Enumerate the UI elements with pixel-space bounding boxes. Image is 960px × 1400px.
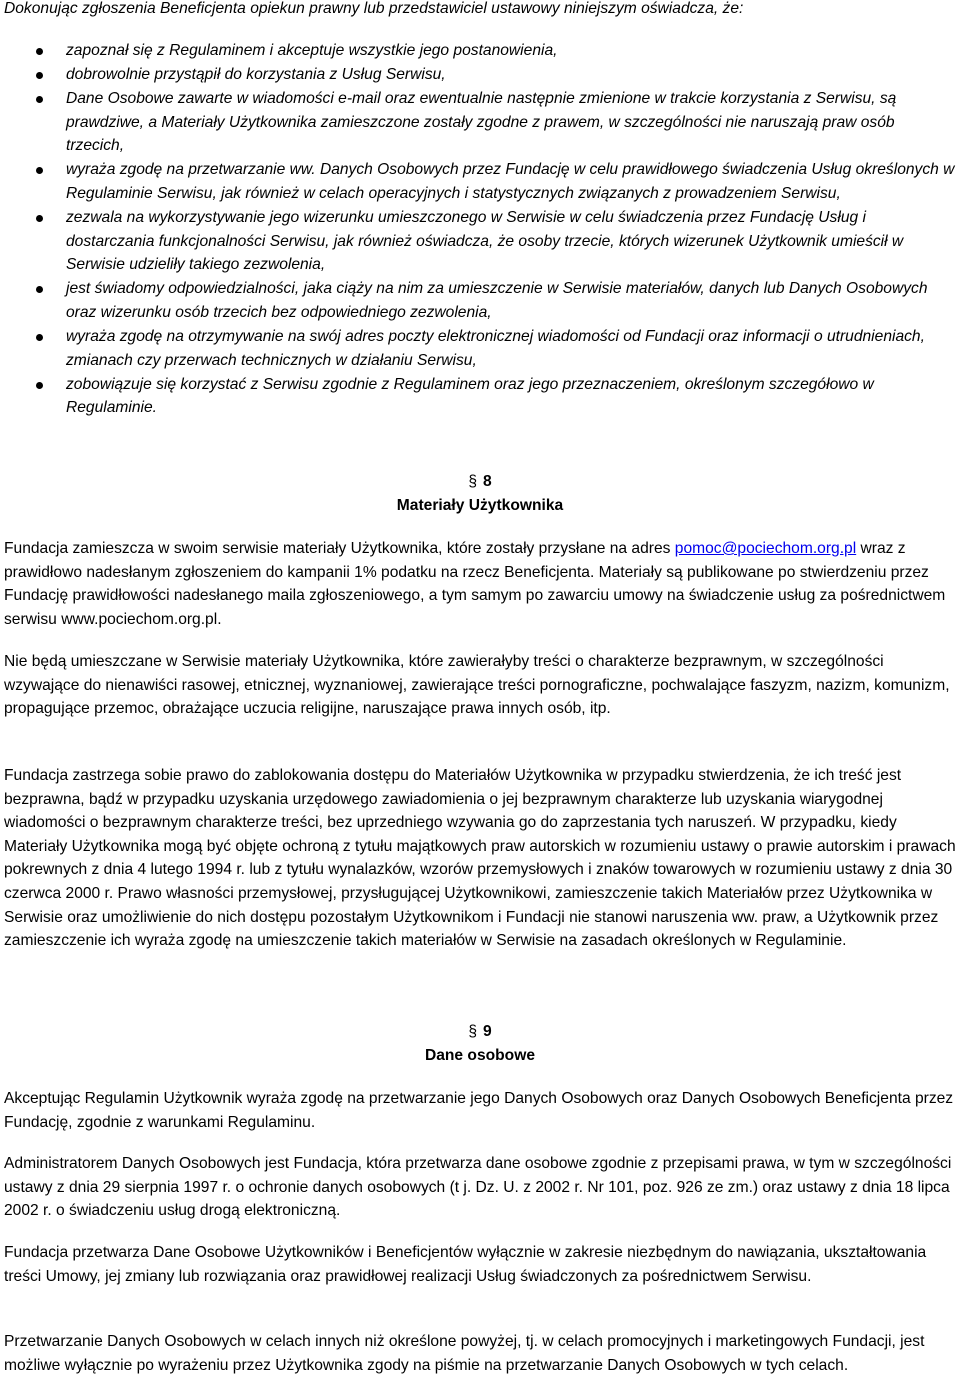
section-9-paragraph-1: Akceptując Regulamin Użytkownik wyraża zgodę na przetwarzanie jego Danych Osobowych oraz Danych Osobowych Beneficjenta przez Fundację, zgodnie z warunkami Regulaminu. (4, 1090, 954, 1131)
section-8-number (0, 470, 960, 494)
bullet-icon (36, 72, 43, 79)
section-8-paragraph-1 (4, 537, 956, 631)
section-9-paragraph-2: Administratorem Danych Osobowych jest Fundacja, która przetwarza dane osobowe zgodnie z przepisami prawa, w tym w szczególności ustawy z dnia 29 sierpnia 1997 r. o ochronie danych osobowych (t j. Dz. U. z 2002 r. Nr 101, poz. 926 ze zm.) oraz ustawy z dnia 18 lipca 2002 r. o świadczeniu usług drogą elektroniczną. (4, 1155, 952, 1220)
section-8-paragraph-2: Nie będą umieszczane w Serwisie materiały Użytkownika, które zawierałyby treści o charakterze bezprawnym, w szczególności wzywające do nienawiści rasowej, etnicznej, wyznaniowej, zawierające treści pornograficzne, pochwalające faszyzm, nazizm, komunizm, propagujące przemoc, obrażające uczucia religijne, naruszające prawa innych osób, itp. (4, 653, 950, 718)
email-link[interactable]: pomoc@pociechom.org.pl (674, 540, 857, 557)
list-item (0, 39, 960, 63)
bullet-icon (36, 382, 43, 389)
list-item-text: dobrowolnie przystąpił do korzystania z Usług Serwisu, (66, 66, 446, 84)
section-symbol: § (468, 473, 477, 490)
list-item-text: Dane Osobowe zawarte w wiadomości e-mail oraz ewentualnie następnie zmienione w trakcie korzystania z Serwisu, są prawdziwe, a Materiały Użytkownika zamieszczone zostały zgodne z prawem, w szczególności nie naruszają praw osób trzecich, (66, 90, 897, 155)
bullet-icon (36, 334, 43, 341)
section-9-paragraph-3: Fundacja przetwarza Dane Osobowe Użytkowników i Beneficjentów wyłącznie w zakresie niezbędnym do nawiązania, ukształtowania treści Umowy, jej zmiany lub rozwiązania oraz prawidłowej realizacji Usług świadczonych za pośrednictwem Serwisu. (4, 1244, 927, 1285)
section-8-paragraph-3: Fundacja zastrzega sobie prawo do zablokowania dostępu do Materiałów Użytkownika w przypadku stwierdzenia, że ich treść jest bezprawna, bądź w przypadku uzyskania urzędowego zawiadomienia o jej bezprawnym charakterze lub uzyskania wiarygodnej wiadomości o bezprawnym charakterze treści, bez uprzedniego wzywania go do zaprzestania tych naruszeń. W przypadku, kiedy Materiały Użytkownika mogą być objęte ochroną z tytułu majątkowych praw autorskich w rozumieniu ustawy o prawie autorskim i prawach pokrewnych z dnia 4 lutego 1994 r. lub z tytułu wynalazków, wzorów przemysłowych i znaków towarowych w rozumieniu ustawy z dnia 30 czerwca 2000 r. Prawo własności przemysłowej, przysługującej Użytkownikowi, zamieszczenie takich Materiałów przez Użytkownika w Serwisie oraz umożliwienie do nich dostępu pozostałym Użytkownikom i Fundacji nie stanowi naruszenia ww. praw, a Użytkownik przez zamieszczenie ich wyraża zgodę na umieszczenie takich materiałów w Serwisie na zasadach określonych w Regulaminie. (4, 767, 956, 950)
bullet-icon (36, 48, 43, 55)
list-item-text: jest świadomy odpowiedzialności, jaka ciąży na nim za umieszczenie w Serwisie materiałów, danych lub Danych Osobowych oraz wizerunku osób trzecich bez odpowiedniego zezwolenia, (66, 280, 928, 322)
list-item (0, 63, 960, 87)
list-item (0, 373, 960, 420)
list-item (0, 158, 960, 205)
list-item-text: zezwala na wykorzystywanie jego wizerunku umieszczonego w Serwisie w celu świadczenia przez Fundację Usług i dostarczania funkcjonalności Serwisu, jak również oświadcza, że osoby trzecie, których wizerunek Użytkownik umieścił w Serwisie udzieliły takiego zezwolenia, (66, 209, 904, 274)
list-item-text: zapoznał się z Regulaminem i akceptuje wszystkie jego postanowienia, (66, 42, 558, 59)
declaration-list (0, 39, 960, 421)
list-item (0, 87, 960, 158)
paragraph-text: Fundacja zamieszcza w swoim serwisie materiały Użytkownika, które zostały przysłane na adres (4, 540, 675, 557)
section-number: 8 (483, 473, 492, 490)
list-item (0, 325, 960, 372)
section-9-number (0, 1020, 960, 1044)
list-item-text: zobowiązuje się korzystać z Serwisu zgodnie z Regulaminem oraz jego przeznaczeniem, określonym szczegółowo w Regulaminie. (66, 375, 874, 417)
section-9-title: Dane osobowe (424, 1047, 536, 1064)
section-number: 9 (483, 1023, 492, 1040)
paragraph-text: wraz z prawidłowo nadesłanym zgłoszeniem do kampanii 1% podatku na rzecz Beneficjenta. Materiały są publikowane po stwierdzeniu przez Fundację prawidłowości nadesłanego maila zgłoszeniowego, a tym samym po zawarciu umowy na świadczenie usług za pośrednictwem serwisu www.pociechom.org.pl. (4, 540, 946, 628)
list-item-text: wyraża zgodę na przetwarzanie ww. Danych Osobowych przez Fundację w celu prawidłowego świadczenia Usług określonych w Regulaminie Serwisu, jak również w celach operacyjnych i statystycznych związanych z prowadzeniem Serwisu, (66, 161, 955, 203)
section-9-paragraph-4: Przetwarzanie Danych Osobowych w celach innych niż określone powyżej, tj. w celach promocyjnych i marketingowych Fundacji, jest możliwe wyłącznie po wyrażeniu przez Użytkownika zgody na piśmie na przetwarzanie Danych Osobowych w tych celach. (4, 1333, 925, 1374)
bullet-icon (36, 215, 43, 222)
section-8-title: Materiały Użytkownika (396, 497, 564, 514)
list-item (0, 206, 960, 277)
bullet-icon (36, 167, 43, 174)
list-item-text: wyraża zgodę na otrzymywanie na swój adres poczty elektronicznej wiadomości od Fundacji oraz informacji o utrudnieniach, zmianach czy przerwach technicznych w działaniu Serwisu, (66, 328, 925, 369)
intro-statement: Dokonując zgłoszenia Beneficjenta opiekun prawny lub przedstawiciel ustawowy niniejszym oświadcza, że: (4, 0, 744, 17)
list-item (0, 277, 960, 324)
section-symbol: § (468, 1023, 477, 1040)
bullet-icon (36, 96, 43, 103)
bullet-icon (36, 286, 43, 293)
